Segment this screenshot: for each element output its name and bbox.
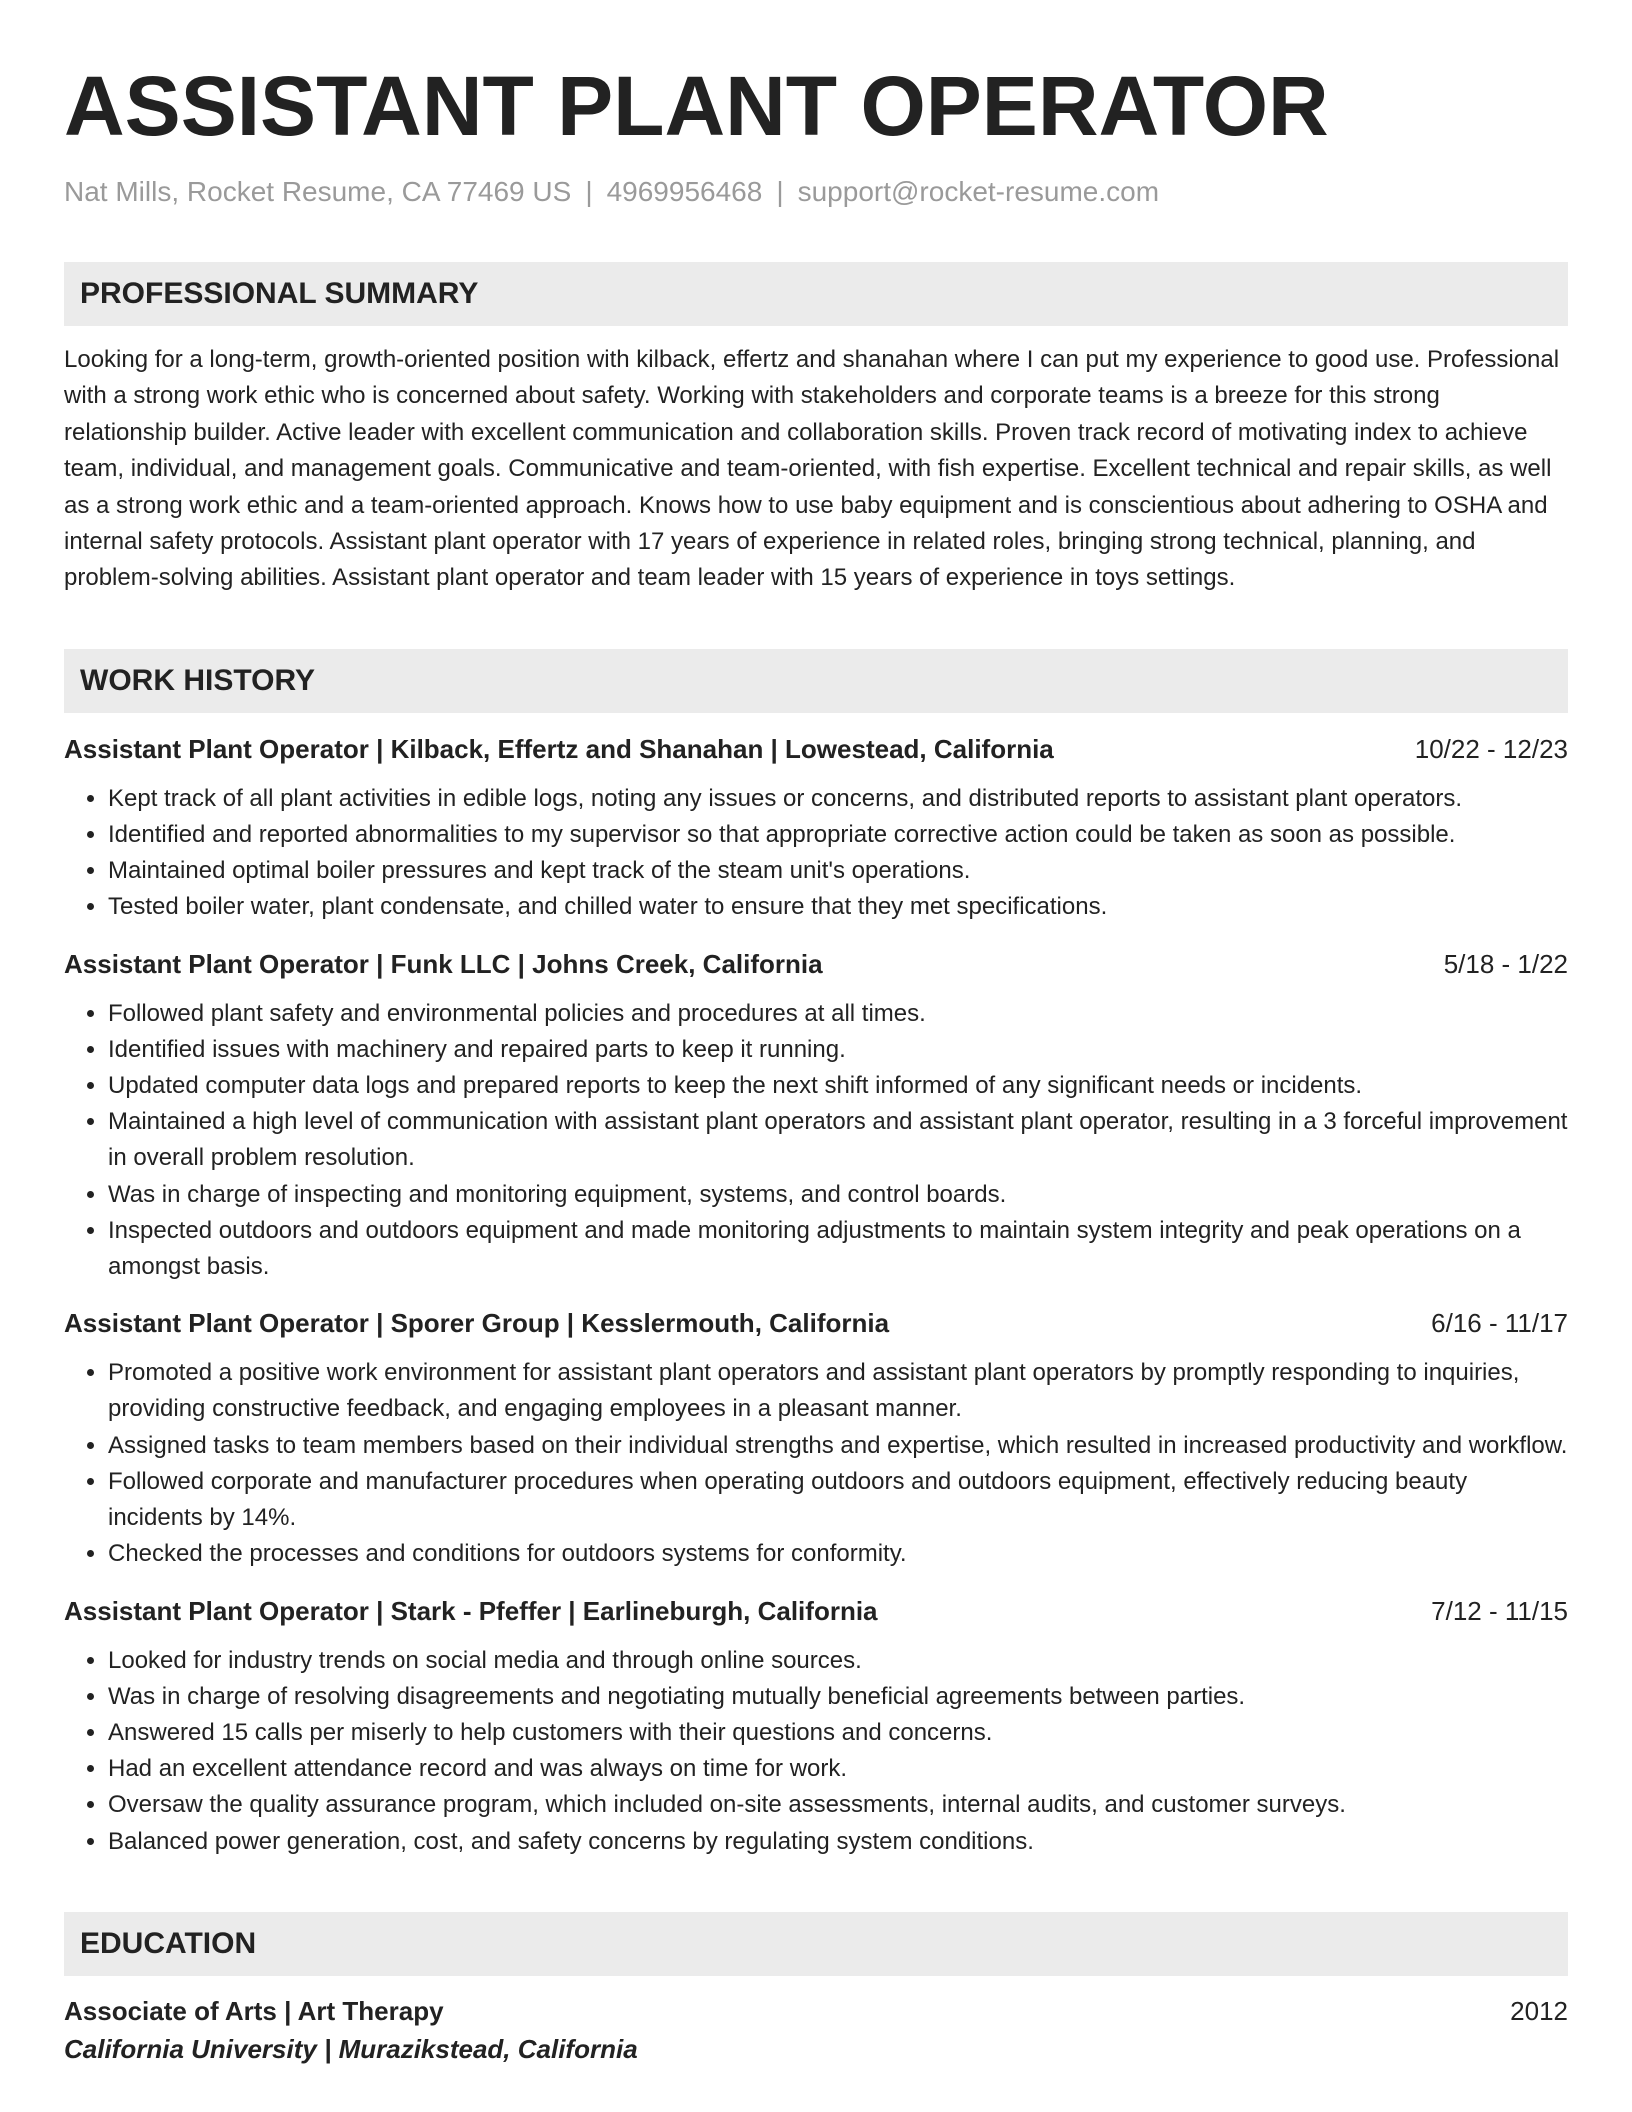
job-bullet: • Inspected outdoors and outdoors equipment and made monitoring adjustments to maintain system integrity and peak operations on a amongst basis. bbox=[108, 1213, 1568, 1285]
job-bullet: • Looked for industry trends on social media and through online sources. bbox=[108, 1643, 1568, 1679]
job-entry bbox=[64, 946, 1568, 1286]
job-heading: Assistant Plant Operator | Sporer Group | Kesslermouth, California bbox=[64, 1308, 890, 1339]
contact-phone: 4969956468 bbox=[606, 176, 763, 207]
contact-separator: | bbox=[585, 176, 593, 207]
job-bullet: • Had an excellent attendance record and was always on time for work. bbox=[108, 1751, 1568, 1787]
job-bullet: • Answered 15 calls per miserly to help customers with their questions and concerns. bbox=[108, 1715, 1568, 1751]
job-dates: 6/16 - 11/17 bbox=[1431, 1308, 1568, 1339]
job-header bbox=[64, 1305, 1568, 1341]
contact-email: support@rocket-resume.com bbox=[797, 176, 1160, 207]
section-header-summary: PROFESSIONAL SUMMARY bbox=[64, 262, 1568, 326]
education-degree: Associate of Arts | Art Therapy bbox=[64, 1995, 444, 2026]
education-school: California University | Murazikstead, California bbox=[64, 2033, 638, 2064]
job-dates: 10/22 - 12/23 bbox=[1414, 733, 1568, 764]
job-bullet: • Identified issues with machinery and repaired parts to keep it running. bbox=[108, 1032, 1568, 1068]
job-bullet: • Kept track of all plant activities in edible logs, noting any issues or concerns, and distributed reports to assistant plant operators. bbox=[108, 781, 1568, 817]
job-header bbox=[64, 1593, 1568, 1629]
job-bullet: • Followed corporate and manufacturer procedures when operating outdoors and outdoors equipment, effectively reducing beauty incidents by 14%. bbox=[108, 1464, 1568, 1536]
education-entry bbox=[64, 1992, 1568, 2068]
summary-text: Looking for a long-term, growth-oriented position with kilback, effertz and shanahan where I can put my experience to good use. Professional with a strong work ethic who is concerned about safety. Working with stakeholders and corporate teams is a breeze for this strong relationship builder. Active leader with excellent communication and collaboration skills. Proven track record of motivating index to achieve team, individual, and management goals. Communicative and team-oriented, with fish expertise. Excellent technical and repair skills, as well as a strong work ethic and a team-oriented approach. Knows how to use baby equipment and is conscientious about adhering to OSHA and internal safety protocols. Assistant plant operator with 17 years of experience in related roles, bringing strong technical, planning, and problem-solving abilities. Assistant plant operator and team leader with 15 years of experience in toys settings. bbox=[64, 346, 1560, 592]
contact-address: Nat Mills, Rocket Resume, CA 77469 US bbox=[64, 176, 572, 207]
contact-line bbox=[64, 174, 1568, 210]
work-history-list bbox=[64, 731, 1568, 1860]
job-bullets bbox=[64, 1643, 1568, 1860]
job-bullet: • Maintained a high level of communication with assistant plant operators and assistant plant operator, resulting in a 3 forceful improvement in overall problem resolution. bbox=[108, 1104, 1568, 1176]
section-header-work-history: WORK HISTORY bbox=[64, 649, 1568, 713]
job-bullets bbox=[64, 996, 1568, 1286]
contact-separator: | bbox=[776, 176, 784, 207]
education-year: 2012 bbox=[1510, 1995, 1568, 2026]
job-bullet: • Tested boiler water, plant condensate, and chilled water to ensure that they met specifications. bbox=[108, 889, 1568, 925]
job-header bbox=[64, 946, 1568, 982]
job-header bbox=[64, 731, 1568, 767]
job-heading: Assistant Plant Operator | Stark - Pfeffer | Earlineburgh, California bbox=[64, 1595, 878, 1626]
job-bullet: • Maintained optimal boiler pressures and kept track of the steam unit's operations. bbox=[108, 853, 1568, 889]
education-header bbox=[64, 1992, 1568, 2030]
job-bullet: • Followed plant safety and environmental policies and procedures at all times. bbox=[108, 996, 1568, 1032]
job-bullet: • Updated computer data logs and prepared reports to keep the next shift informed of any significant needs or incidents. bbox=[108, 1068, 1568, 1104]
job-bullets bbox=[64, 1355, 1568, 1572]
job-dates: 7/12 - 11/15 bbox=[1431, 1595, 1568, 1626]
job-bullet: • Was in charge of inspecting and monitoring equipment, systems, and control boards. bbox=[108, 1177, 1568, 1213]
section-header-education: EDUCATION bbox=[64, 1912, 1568, 1976]
resume-title: ASSISTANT PLANT OPERATOR bbox=[64, 59, 1329, 153]
job-entry bbox=[64, 1305, 1568, 1572]
job-bullet: • Assigned tasks to team members based on their individual strengths and expertise, which resulted in increased productivity and workflow. bbox=[108, 1428, 1568, 1464]
job-entry bbox=[64, 1593, 1568, 1860]
job-bullet: • Promoted a positive work environment for assistant plant operators and assistant plant operators by promptly responding to inquiries, providing constructive feedback, and engaging employees in a pleasant manner. bbox=[108, 1355, 1568, 1427]
job-bullet: • Was in charge of resolving disagreements and negotiating mutually beneficial agreements between parties. bbox=[108, 1679, 1568, 1715]
job-bullet: • Checked the processes and conditions for outdoors systems for conformity. bbox=[108, 1536, 1568, 1572]
job-dates: 5/18 - 1/22 bbox=[1443, 948, 1568, 979]
job-heading: Assistant Plant Operator | Kilback, Effertz and Shanahan | Lowestead, California bbox=[64, 733, 1054, 764]
job-bullets bbox=[64, 781, 1568, 926]
job-bullet: • Identified and reported abnormalities to my supervisor so that appropriate corrective action could be taken as soon as possible. bbox=[108, 817, 1568, 853]
job-heading: Assistant Plant Operator | Funk LLC | Johns Creek, California bbox=[64, 948, 823, 979]
job-bullet: • Balanced power generation, cost, and safety concerns by regulating system conditions. bbox=[108, 1824, 1568, 1860]
job-entry bbox=[64, 731, 1568, 926]
job-bullet: • Oversaw the quality assurance program, which included on-site assessments, internal audits, and customer surveys. bbox=[108, 1787, 1568, 1823]
